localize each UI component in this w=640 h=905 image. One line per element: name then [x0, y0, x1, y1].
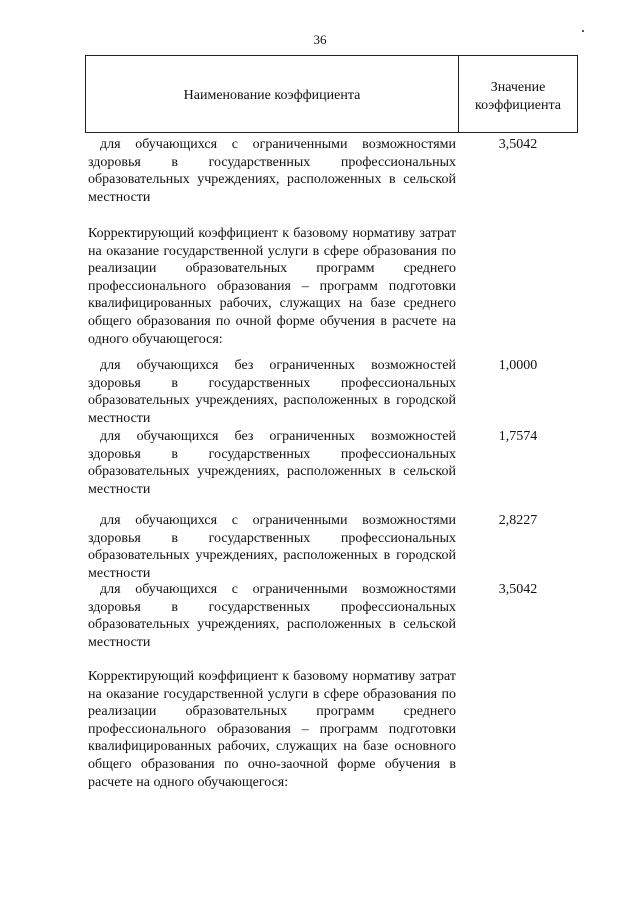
scan-dot — [582, 30, 584, 32]
table-row-text: для обучающихся с ограниченными возможностями здоровья в государственных профессиональных образовательных учреждениях, расположенных в сельской местности — [88, 137, 456, 205]
table-row-value: 3,5042 — [498, 582, 538, 597]
table-row-text: для обучающихся с ограниченными возможностями здоровья в государственных профессиональных образовательных учреждениях, расположенных в сельской местности — [88, 582, 456, 650]
page-number: 36 — [313, 32, 327, 47]
table-row-value: 2,8227 — [498, 513, 538, 528]
table-row-text: для обучающихся без ограниченных возможностей здоровья в государственных профессиональных образовательных учреждениях, расположенных в городской местности — [88, 358, 456, 426]
table-row-text: для обучающихся с ограниченными возможностями здоровья в государственных профессиональных образовательных учреждениях, расположенных в городской местности — [88, 513, 456, 581]
section-heading: Корректирующий коэффициент к базовому нормативу затрат на оказание государственной услуги в сфере образования по реализации образовательных программ среднего профессионального образования – программ подготовки квалифицированных рабочих, служащих на базе среднего общего образования по очной форме обучения в расчете на одного обучающегося: — [88, 226, 456, 347]
column-header-value-line1: Значение — [490, 80, 546, 95]
table-row-value: 3,5042 — [498, 137, 538, 152]
column-header-value-line2: коэффициента — [475, 98, 561, 113]
table-row-value: 1,0000 — [498, 358, 538, 373]
column-header-value — [459, 79, 577, 115]
column-header-name: Наименование коэффициента — [183, 88, 361, 103]
table-row-value: 1,7574 — [498, 429, 538, 444]
table-row-text: для обучающихся без ограниченных возможностей здоровья в государственных профессиональных образовательных учреждениях, расположенных в сельской местности — [88, 429, 456, 497]
section-heading: Корректирующий коэффициент к базовому нормативу затрат на оказание государственной услуги в сфере образования по реализации образовательных программ среднего профессионального образования – программ подготовки квалифицированных рабочих, служащих на базе основного общего образования по очно-заочной форме обучения в расчете на одного обучающегося: — [88, 669, 456, 790]
